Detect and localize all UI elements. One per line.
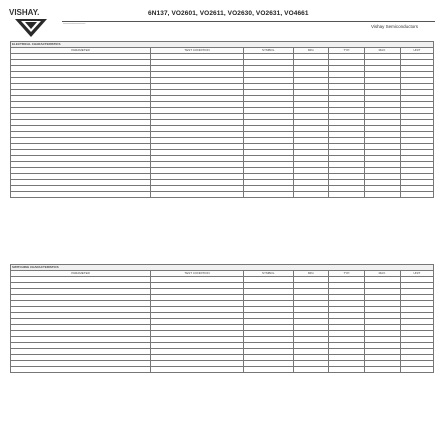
company-name: Vishay Semiconductors bbox=[371, 24, 418, 29]
switching-col-header: TYP. bbox=[329, 271, 365, 277]
switching-col-header: MAX. bbox=[365, 271, 401, 277]
table-row bbox=[11, 367, 434, 373]
part-numbers-title: 6N137, VO2601, VO2611, VO2630, VO2631, VO4661 bbox=[148, 10, 309, 17]
electrical-table-title: ELECTRICAL CHARACTERISTICS bbox=[11, 42, 434, 48]
electrical-characteristics-table bbox=[10, 41, 434, 198]
header-subtitle: ───────── bbox=[63, 22, 86, 26]
electrical-col-header: TEST CONDITION bbox=[151, 48, 244, 54]
table-cell bbox=[293, 192, 329, 198]
electrical-col-header: MIN. bbox=[293, 48, 329, 54]
table-cell bbox=[400, 192, 433, 198]
switching-table-title: SWITCHING CHARACTERISTICS bbox=[11, 265, 434, 271]
switching-col-header: SYMBOL bbox=[243, 271, 293, 277]
table-cell bbox=[365, 192, 401, 198]
table-cell bbox=[151, 367, 244, 373]
table-cell bbox=[329, 367, 365, 373]
electrical-col-header: MAX. bbox=[365, 48, 401, 54]
table-cell bbox=[400, 367, 433, 373]
switching-col-header: TEST CONDITION bbox=[151, 271, 244, 277]
header-rule bbox=[62, 21, 435, 22]
table-cell bbox=[151, 192, 244, 198]
vishay-logo bbox=[7, 6, 55, 40]
table-cell bbox=[11, 192, 151, 198]
svg-text:VISHAY.: VISHAY. bbox=[9, 8, 40, 17]
table-cell bbox=[243, 367, 293, 373]
electrical-col-header: TYP. bbox=[329, 48, 365, 54]
table-cell bbox=[293, 367, 329, 373]
switching-col-header: PARAMETER bbox=[11, 271, 151, 277]
table-cell bbox=[365, 367, 401, 373]
switching-col-header: MIN. bbox=[293, 271, 329, 277]
switching-characteristics-table bbox=[10, 264, 434, 373]
table-cell bbox=[11, 367, 151, 373]
table-cell bbox=[243, 192, 293, 198]
electrical-col-header: SYMBOL bbox=[243, 48, 293, 54]
electrical-col-header: UNIT bbox=[400, 48, 433, 54]
table-cell bbox=[329, 192, 365, 198]
table-row bbox=[11, 192, 434, 198]
switching-col-header: UNIT bbox=[400, 271, 433, 277]
electrical-col-header: PARAMETER bbox=[11, 48, 151, 54]
